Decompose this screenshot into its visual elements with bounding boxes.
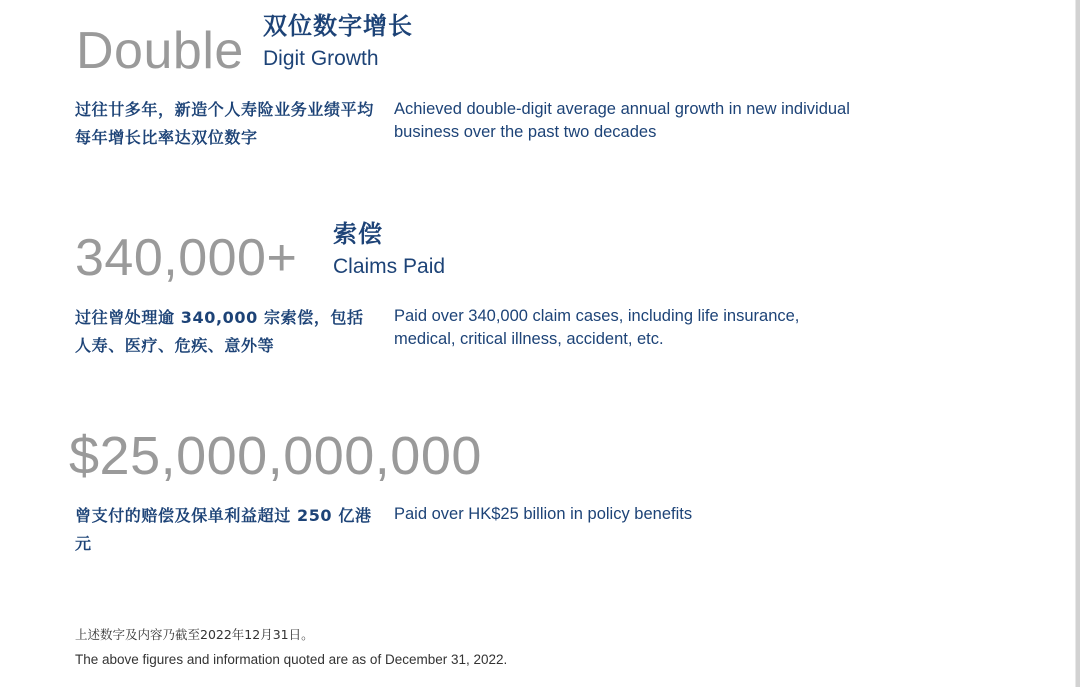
stat-description-en: Paid over 340,000 claim cases, including life insurance, medical, critical illness, accident, etc. — [394, 307, 800, 348]
stat-title-cn: 双位数字增长 — [263, 12, 413, 40]
stat-title-en: Claims Paid — [333, 255, 446, 278]
footnote-en: The above figures and information quoted are as of December 31, 2022. — [75, 652, 508, 667]
stat-title-en: Digit Growth — [263, 47, 379, 70]
stat-description-cn: 过往曾处理逾 340,000 宗索偿，包括人寿、医疗、危疾、意外等 — [75, 308, 364, 355]
stat-title-cn: 索偿 — [333, 220, 383, 248]
footnote — [75, 622, 507, 672]
stat-description-cn: 过往廿多年，新造个人寿险业务业绩平均每年增长比率达双位数字 — [75, 100, 374, 147]
stat-title — [263, 11, 413, 73]
stat-big-number: Double — [76, 22, 244, 80]
stat-description-cn: 曾支付的赔偿及保单利益超过 250 亿港元 — [75, 506, 372, 553]
vertical-scrollbar[interactable] — [1075, 0, 1080, 687]
footnote-cn: 上述数字及内容乃截至2022年12月31日。 — [75, 627, 314, 642]
stat-big-number: 340,000+ — [75, 229, 298, 287]
stat-title — [333, 219, 445, 281]
stat-description-en: Paid over HK$25 billion in policy benefits — [394, 505, 693, 523]
stat-description-en: Achieved double-digit average annual growth in new individual business over the past two decades — [394, 100, 850, 141]
stat-big-number: $25,000,000,000 — [69, 426, 482, 486]
